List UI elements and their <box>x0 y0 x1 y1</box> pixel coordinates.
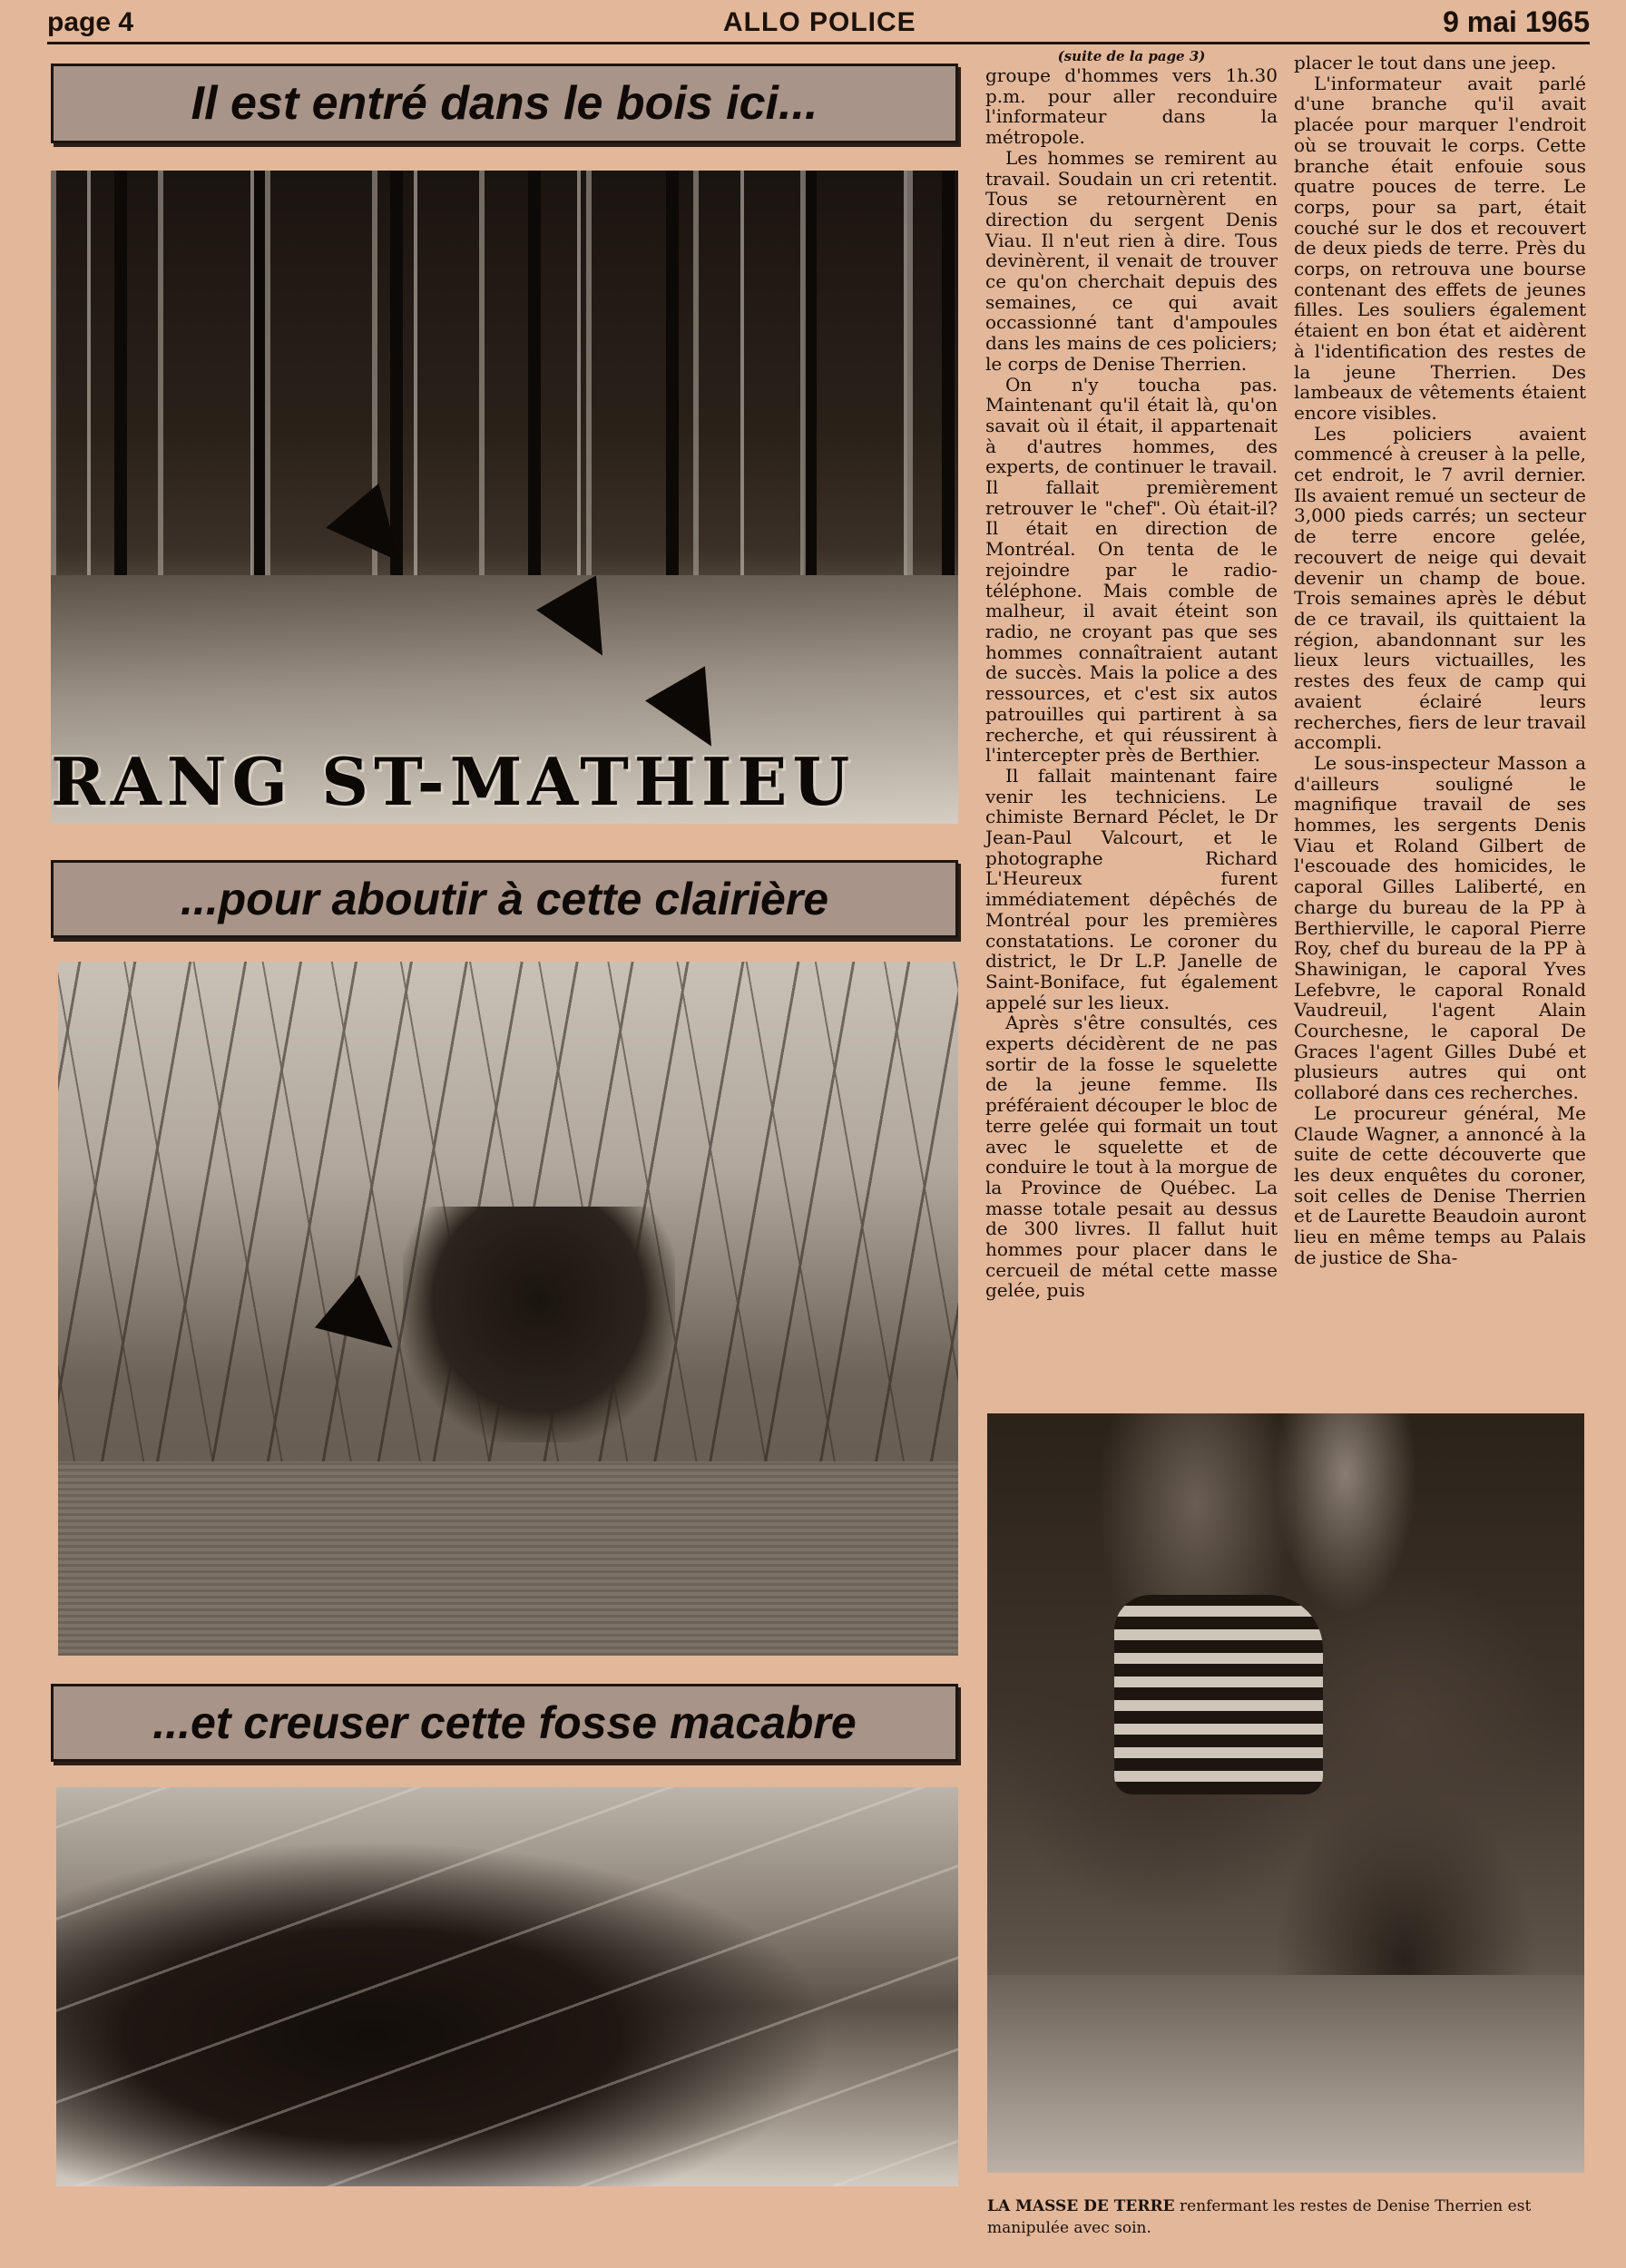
headline-bois: Il est entré dans le bois ici... <box>51 64 958 143</box>
paragraph: Après s'être consultés, ces experts décidèrent de ne pas sortir de la fosse le squelette de la jeune femme. Ils préféraient découper le bloc de terre gelée qui formait un tout avec le squelette et de conduire le tout à la morgue de la Province de Québec. La masse totale pesait au dessus de 300 livres. Il fallut huit hommes pour placer dans le cercueil de métal cette masse gelée, puis <box>985 1012 1278 1302</box>
grave-roots <box>56 1787 958 2186</box>
excavation-photo <box>987 1413 1584 2173</box>
masthead <box>47 4 1590 44</box>
pine-cluster <box>403 1207 675 1442</box>
paragraph: Il fallait maintenant faire venir les techniciens. Le chimiste Bernard Péclet, le Dr Jean-Paul Valcourt, et le photographe Richard L'Heureux furent immédiatement dépêchés de Montréal pour les premières constatations. Le coroner du district, le Dr L.P. Janelle de Saint-Boniface, fut également appelé sur les lieux. <box>985 764 1278 1013</box>
paragraph: placer le tout dans une jeep. <box>1294 52 1557 73</box>
paragraph: Le sous-inspecteur Masson a d'ailleurs souligné le magnifique travail de ses hommes, les sergents Denis Viau et Roland Gilbert de l'escouade des homicides, le caporal Gilles Laliberté, en charge du bureau de la PP à Berthierville, le caporal Pierre Roy, chef du bureau de la PP à Shawinigan, le caporal Yves Lefebvre, le caporal Ronald Vaudreuil, l'agent Alain Courchesne, le caporal De Graces l'agent Gilles Dubé et plusieurs autres qui ont collaboré dans ces recherches. <box>1294 751 1586 1104</box>
caption-text: renfermant les restes de Denise Therrien est manipulée avec soin. <box>987 2197 1532 2237</box>
caption-lead: LA MASSE DE TERRE <box>987 2197 1175 2215</box>
plaid-shirt-figure <box>1114 1595 1323 1794</box>
headline-fosse: ...et creuser cette fosse macabre <box>51 1684 958 1762</box>
forest-trees <box>51 171 958 575</box>
article-column-1 <box>985 48 1278 1302</box>
publication-title: ALLO POLICE <box>723 7 916 37</box>
forest-photo <box>51 171 958 824</box>
clearing-field <box>58 1461 958 1656</box>
continued-note: (suite de la page 3) <box>1057 48 1206 64</box>
clearing-photo <box>58 962 958 1656</box>
earth-mass <box>987 1975 1584 2173</box>
paragraph: Les policiers avaient commencé à creuser à la pelle, cet endroit, le 7 avril dernier. Ils avaient remué un secteur de 3,000 pieds carrés; un secteur de terre encore gelée, recouvert de neige qui devait devenir un champ de boue. Trois semaines après le début de ce travail, ils quittaient la région, abandonnant sur les lieux leurs victuailles, les restes des feux de camp qui avaient éclairé leurs recherches, fiers de leur travail accompli. <box>1294 422 1586 754</box>
page-number: page 4 <box>47 7 134 37</box>
grave-photo <box>56 1787 958 2186</box>
paragraph: Les hommes se remirent au travail. Soudain un cri retentit. Tous se retournèrent en direction du sergent Denis Viau. Il n'eut rien à dire. Tous devinèrent, il venait de trouver ce qu'on cherchait depuis des semaines, ce qui avait occassionné tant d'ampoules dans les mains de ces policiers; le corps de Denise Therrien. <box>985 146 1278 375</box>
paragraph: L'informateur avait parlé d'une branche qu'il avait placée pour marquer l'endroit où se trouvait le corps. Cette branche était enfouie sous quatre pouces de terre. Le corps, pour sa part, était couché sur le dos et recouvert de deux pieds de terre. Près du corps, on retrouva une bourse contenant des effets de jeunes filles. Les souliers également étaient en bon état et aidèrent à l'identification des restes de la jeune Therrien. Des lambeaux de vêtements étaient encore visibles. <box>1294 72 1586 424</box>
paragraph: groupe d'hommes vers 1h.30 p.m. pour aller reconduire l'informateur dans la métropole. <box>985 64 1278 149</box>
issue-date: 9 mai 1965 <box>1443 5 1590 38</box>
article-column-2 <box>1294 53 1586 1267</box>
rang-st-mathieu-label: RANG ST-MATHIEU <box>51 743 856 820</box>
paragraph: On n'y toucha pas. Maintenant qu'il était là, qu'on savait où il était, il appartenait à d'autres hommes, des experts, de continuer le travail. Il fallait premièrement retrouver le "chef". Où était-il? Il était en direction de Montréal. On tenta de le rejoindre par le radio-téléphone. Mais comble de malheur, il avait éteint son radio, ne croyant pas que ses hommes connaîtraient autant de succès. Mais la police a des ressources, et c'est six autos patrouilles qui partirent à sa recherche, et qui réussirent à l'intercepter près de Berthier. <box>985 373 1278 767</box>
paragraph: Le procureur général, Me Claude Wagner, a annoncé à la suite de cette découverte que les deux enquêtes du coroner, soit celles de Denise Therrien et de Laurette Beaudoin auront lieu en même temps au Palais de justice de Sha- <box>1294 1101 1586 1268</box>
headline-clairiere: ...pour aboutir à cette clairière <box>51 860 958 938</box>
photo-caption <box>987 2195 1586 2239</box>
